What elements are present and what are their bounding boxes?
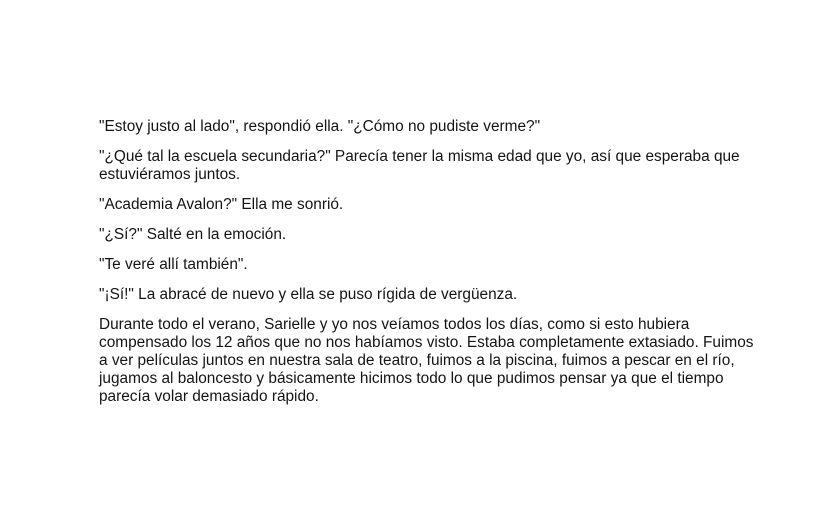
paragraph-3: "Academia Avalon?" Ella me sonrió. (99, 196, 344, 213)
document-body (99, 118, 759, 418)
paragraph-1: "Estoy justo al lado", respondió ella. "¿Cómo no pudiste verme?" (99, 118, 541, 135)
paragraph-7: Durante todo el verano, Sarielle y yo nos veíamos todos los días, como si esto hubiera compensado los 12 años que no nos habíamos visto. Estaba completamente extasiado. Fuimos a ver películas juntos en nuestra sala de teatro, fuimos a la piscina, fuimos a pescar en el río, jugamos al baloncesto y básicamente hicimos todo lo que pudimos pensar ya que el tiempo parecía volar demasiado rápido. (99, 316, 754, 405)
paragraph-2: "¿Qué tal la escuela secundaria?" Parecía tener la misma edad que yo, así que esperaba que estuviéramos juntos. (99, 148, 740, 183)
paragraph-6: "¡Sí!" La abracé de nuevo y ella se puso rígida de vergüenza. (99, 286, 518, 303)
paragraph-4: "¿Sí?" Salté en la emoción. (99, 226, 287, 243)
paragraph-5: "Te veré allí también". (99, 256, 248, 273)
